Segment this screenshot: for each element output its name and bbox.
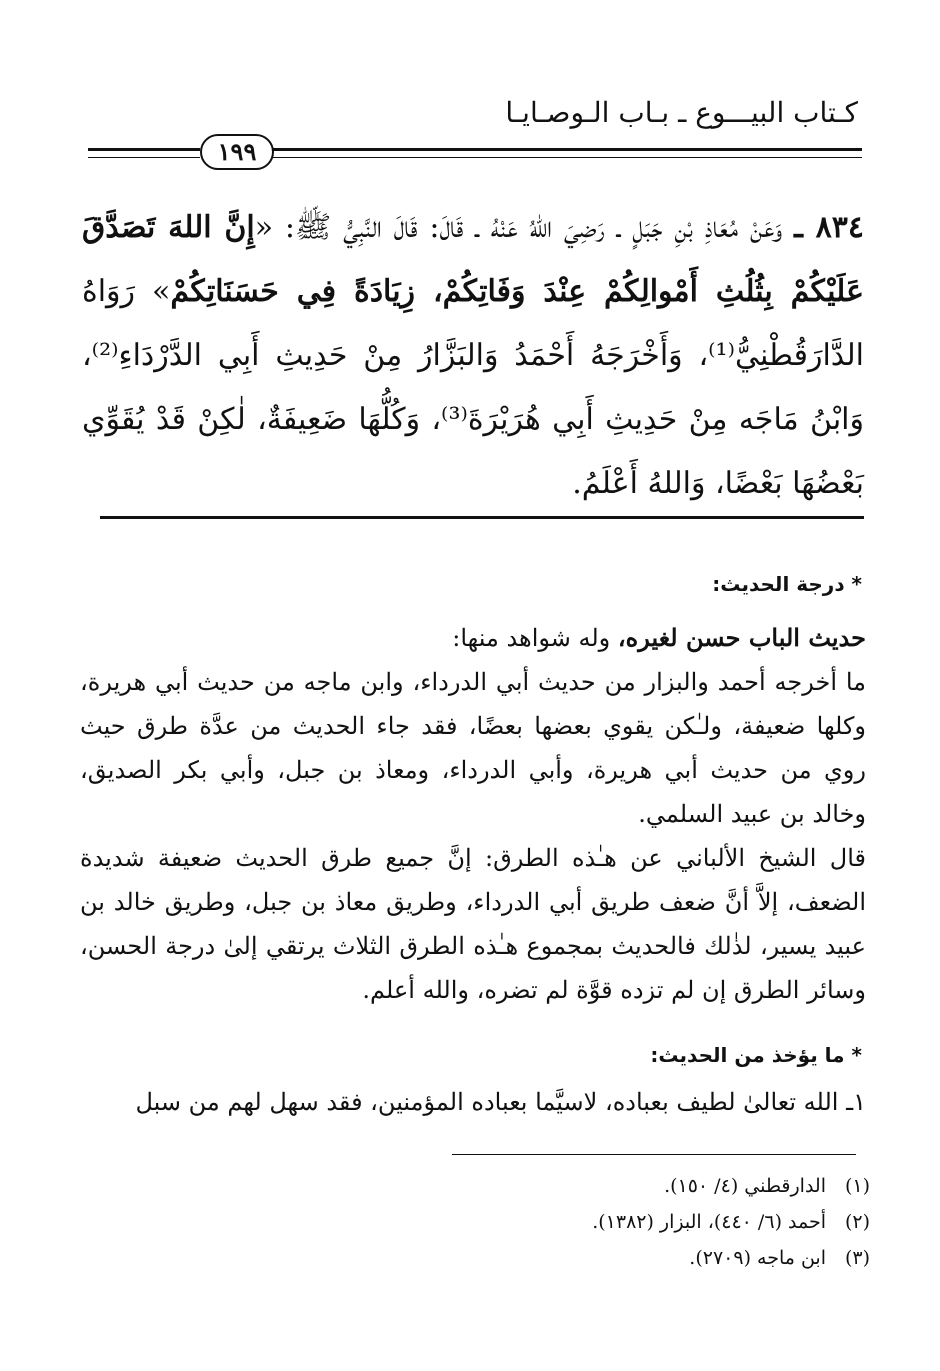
lessons-item-1: ١ـ الله تعالىٰ لطيف بعباده، لاسيَّما بعباده المؤمنين، فقد سهل لهم من سبل	[135, 1088, 866, 1116]
header-rule-right	[272, 148, 862, 158]
running-header: كـتاب البيـــوع ـ بـاب الـوصـايـا	[505, 96, 858, 129]
hadith-paragraph	[82, 196, 864, 516]
grade-lead-rest: وله شواهد منها:	[452, 624, 618, 652]
hadith-number: ٨٣٤ ـ	[794, 210, 865, 245]
grade-intro-paragraph	[80, 616, 866, 836]
grade-lead-line	[80, 616, 866, 660]
footnote-text: الدارقطني (٤/ ١٥٠).	[664, 1175, 826, 1197]
section-title-lessons: * ما يؤخذ من الحديث:	[650, 1043, 862, 1067]
footnote-2	[592, 1204, 870, 1240]
footnote-marker: (٢)	[844, 1211, 870, 1233]
footnote-text: أحمد (٦/ ٤٤٠)، البزار (١٣٨٢).	[592, 1211, 826, 1233]
footnotes	[592, 1168, 870, 1276]
section-title-grade: * درجة الحديث:	[712, 572, 862, 596]
grade-paragraph-2: قال الشيخ الألباني عن هـٰذه الطرق: إنَّ جميع طرق الحديث ضعيفة شديدة الضعف، إلاَّ أنَّ ضعف طريق أبي الدرداء، وطريق معاذ بن جبل، وطريق خالد بن عبيد يسير، لذٰلك فالحديث بمجموع هـٰذه الطرق الثلاث يرتقي إلىٰ درجة الحسن، وسائر الطرق إن لم تزده قوَّة لم تضره، والله أعلم.	[80, 844, 866, 1004]
grade-paragraph-1: ما أخرجه أحمد والبزار من حديث أبي الدرداء، وابن ماجه من حديث أبي هريرة، وكلها ضعيفة، ولـٰكن يقوي بعضها بعضًا، فقد جاء الحديث من عدَّة طرق حيث روي من حديث أبي هريرة، وأبي الدرداء، ومعاذ بن جبل، وأبي بكر الصديق، وخالد بن عبيد السلمي.	[80, 668, 866, 828]
footnote-marker: (٣)	[844, 1247, 870, 1269]
footnote-1	[592, 1168, 870, 1204]
hadith-takhrij: » رَوَاهُ الدَّارَقُطْنِيُّ⁽¹⁾، وَأَخْرَجَهُ أَحْمَدُ وَالبَزَّارُ مِنْ حَدِيثِ أَبِي الدَّرْدَاءِ⁽²⁾، وَابْنُ مَاجَه مِنْ حَدِيثِ أَبِي هُرَيْرَةَ⁽³⁾، وَكُلُّهَا ضَعِيفَةٌ، لٰكِنْ قَدْ يُقَوِّي بَعْضُهَا بَعْضًا، وَاللهُ أَعْلَمُ.	[82, 274, 864, 501]
grade-lead: حديث الباب حسن لغيره،	[617, 623, 866, 652]
footnote-text: ابن ماجه (٢٧٠٩).	[689, 1247, 826, 1269]
hadith-intro: وَعَنْ مُعَاذِ بْنِ جَبَلٍ ـ رَضِيَ اللهُ عَنْهُ ـ قَالَ: قَالَ النَّبِيُّ ﷺ: «	[254, 210, 783, 245]
footnote-marker: (١)	[844, 1175, 870, 1197]
hadith-matn: إِنَّ اللهَ تَصَدَّقَ عَلَيْكُمْ بِثُلُثِ أَمْوالِكُمْ عِنْدَ وَفَاتِكُمْ، زِيَادَةً فِي حَسَنَاتِكُمْ	[82, 210, 865, 309]
section-separator	[100, 516, 864, 519]
footnote-rule	[452, 1154, 856, 1155]
header-rule-left	[88, 148, 200, 158]
footnote-3	[592, 1240, 870, 1276]
page-number: ١٩٩	[200, 134, 274, 170]
